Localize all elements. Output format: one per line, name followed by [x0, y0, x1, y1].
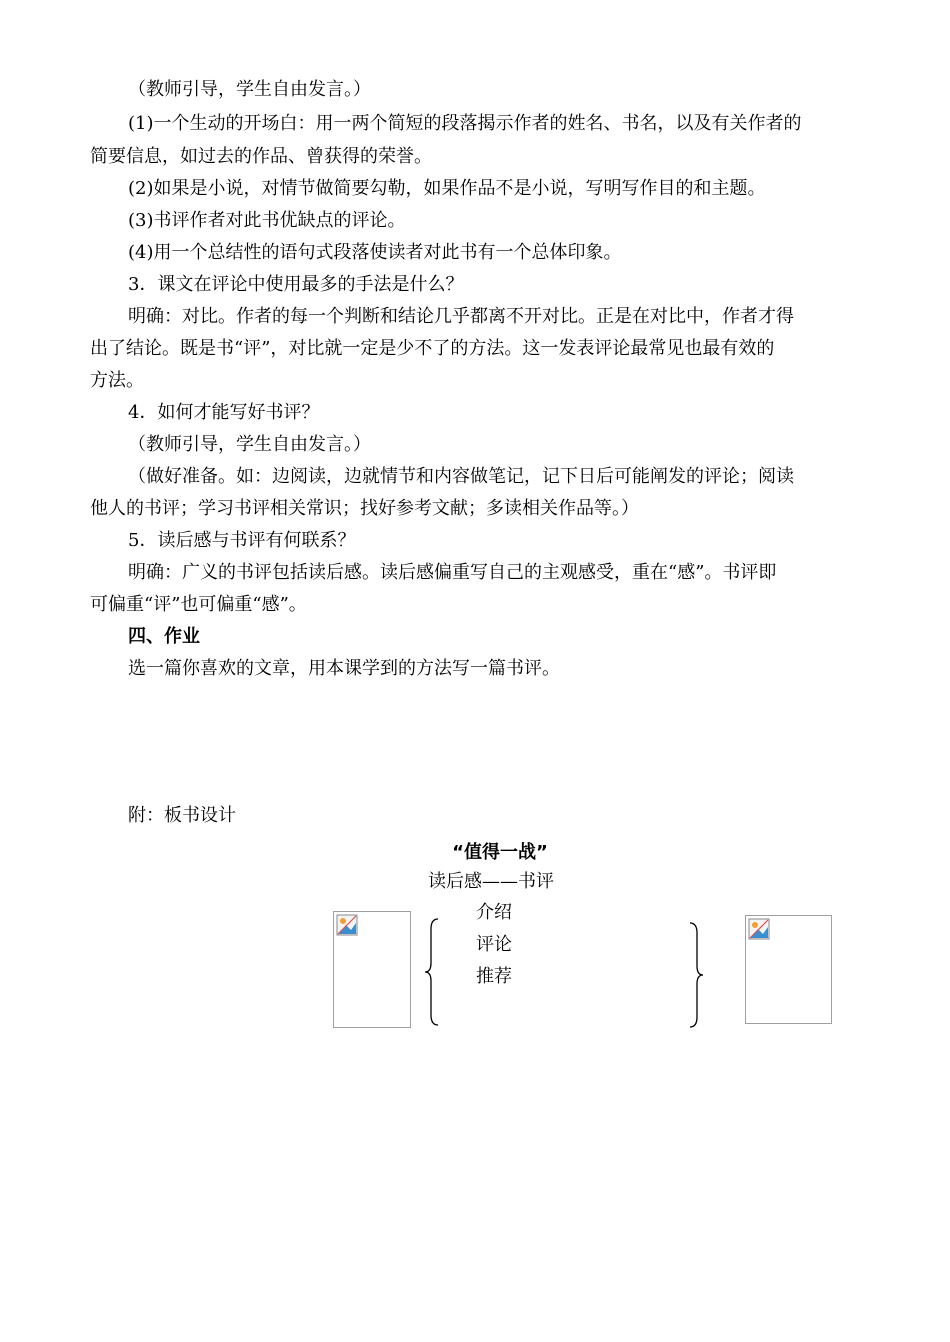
- answer-5-cont: 可偏重“评”也可偏重“感”。: [90, 594, 307, 615]
- board-item-recommend: 推荐: [476, 966, 512, 987]
- answer-3-end: 方法。: [90, 370, 144, 391]
- paragraph-point-1-cont: 简要信息，如过去的作品、曾获得的荣誉。: [90, 146, 432, 167]
- question-4: 4．如何才能写好书评？: [128, 402, 320, 423]
- board-title: “值得一战”: [452, 842, 548, 863]
- section-heading-homework: 四、作业: [128, 626, 200, 647]
- question-3: 3．课文在评论中使用最多的手法是什么？: [128, 274, 464, 295]
- board-subtitle: 读后感——书评: [428, 871, 554, 892]
- board-item-review: 评论: [476, 934, 512, 955]
- paragraph-point-3: (3)书评作者对此书优缺点的评论。: [128, 210, 406, 231]
- paragraph-point-1: (1)一个生动的开场白：用一两个简短的段落揭示作者的姓名、书名，以及有关作者的: [128, 113, 802, 134]
- right-brace: [688, 921, 706, 1029]
- paragraph-teacher-guide: （教师引导，学生自由发言。）: [128, 79, 371, 100]
- paragraph-teacher-guide-2: （教师引导，学生自由发言。）: [128, 434, 371, 455]
- left-image-placeholder: [333, 911, 411, 1028]
- homework-text: 选一篇你喜欢的文章，用本课学到的方法写一篇书评。: [128, 658, 560, 679]
- broken-image-icon: [336, 914, 358, 936]
- question-5: 5．读后感与书评有何联系？: [128, 530, 356, 551]
- answer-5: 明确：广义的书评包括读后感。读后感偏重写自己的主观感受，重在“感”。书评即: [128, 562, 777, 583]
- left-brace: [422, 917, 440, 1027]
- broken-image-icon: [748, 918, 770, 940]
- board-item-intro: 介绍: [476, 902, 512, 923]
- paragraph-point-4: (4)用一个总结性的语句式段落使读者对此书有一个总体印象。: [128, 242, 622, 263]
- answer-3: 明确：对比。作者的每一个判断和结论几乎都离不开对比。正是在对比中，作者才得: [128, 306, 794, 327]
- answer-4: （做好准备。如：边阅读，边就情节和内容做笔记，记下日后可能阐发的评论；阅读: [128, 466, 794, 487]
- board-design-label: 附：板书设计: [128, 805, 236, 826]
- right-image-placeholder: [745, 915, 832, 1024]
- answer-4-cont: 他人的书评；学习书评相关常识；找好参考文献；多读相关作品等。）: [90, 498, 639, 519]
- answer-3-cont: 出了结论。既是书“评”，对比就一定是少不了的方法。这一发表评论最常见也最有效的: [90, 338, 775, 359]
- paragraph-point-2: (2)如果是小说，对情节做简要勾勒，如果作品不是小说，写明写作目的和主题。: [128, 178, 766, 199]
